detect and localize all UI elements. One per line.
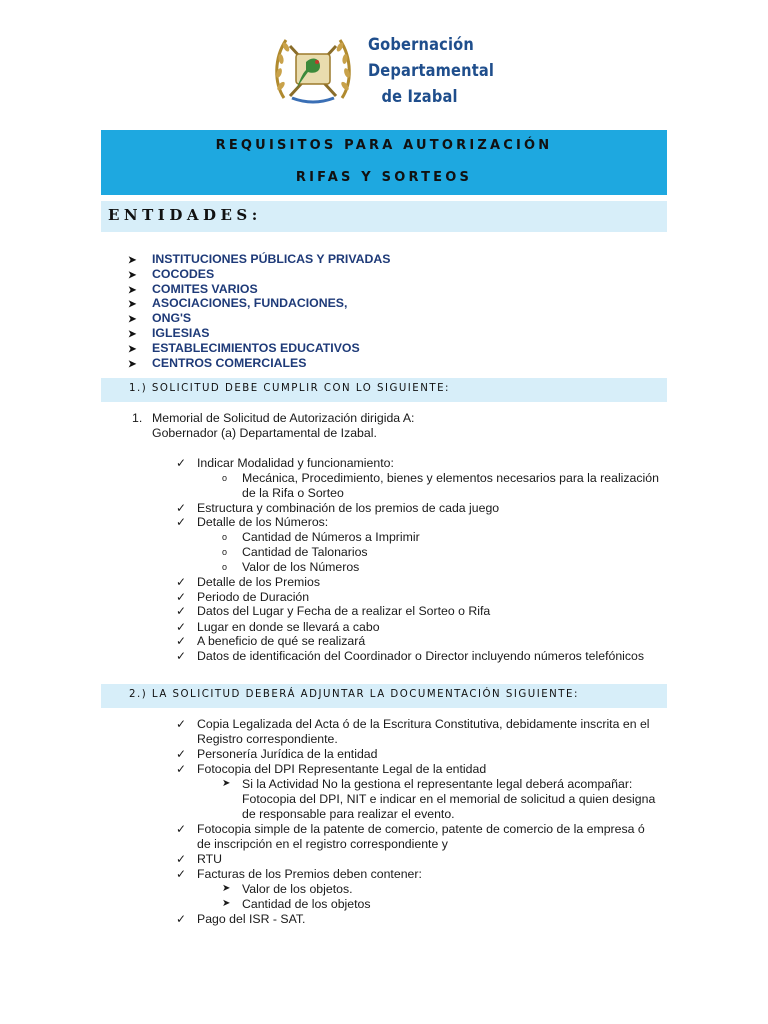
entity-label: CENTROS COMERCIALES (152, 355, 307, 370)
list-item (128, 252, 390, 267)
check-item: Copia Legalizada del Acta ó de la Escritura Constitutiva, debidamente inscrita en el (197, 717, 650, 731)
memorial-line-2: Gobernador (a) Departamental de Izabal. (152, 426, 377, 440)
sub-item-cont: de responsable para realizar el evento. (242, 807, 455, 821)
check-item: Pago del ISR - SAT. (197, 912, 306, 926)
sub-item: Valor de los Números (242, 560, 360, 574)
checkmark-icon: ✓ (176, 867, 187, 881)
checkmark-icon: ✓ (176, 456, 187, 470)
arrow-bullet-icon: ➤ (128, 314, 137, 326)
sub-item: Mecánica, Procedimiento, bienes y elementos necesarios para la realización (242, 471, 659, 485)
entity-label: IGLESIAS (152, 325, 210, 340)
check-item: Personería Jurídica de la entidad (197, 747, 378, 761)
checkmark-icon: ✓ (176, 912, 187, 926)
section-2-heading: 2.) LA SOLICITUD DEBERÁ ADJUNTAR LA DOCUMENTACIÓN SIGUIENTE: (129, 689, 579, 700)
logo-title (368, 32, 495, 110)
arrow-bullet-icon: ➤ (128, 255, 137, 266)
sub-item: Valor de los objetos. (242, 882, 353, 896)
memorial-line-1: Memorial de Solicitud de Autorización dirigida A: (152, 411, 415, 425)
entidades-heading: ENTIDADES: (108, 206, 262, 224)
header-logo (270, 28, 500, 113)
sub-item: Cantidad de Números a Imprimir (242, 530, 420, 544)
section-1-heading-bar (101, 378, 667, 402)
check-item: Fotocopia del DPI Representante Legal de la entidad (197, 762, 487, 776)
check-item: Estructura y combinación de los premios de cada juego (197, 501, 500, 515)
arrow-bullet-icon: ➤ (222, 883, 231, 894)
sub-item-cont: Fotocopia del DPI, NIT e indicar en el memorial de solicitud a quien designa (242, 792, 656, 806)
title-banner (101, 130, 667, 195)
entity-label: INSTITUCIONES PÚBLICAS Y PRIVADAS (152, 252, 391, 266)
item-number: 1. (132, 411, 143, 425)
sub-item: Si la Actividad No la gestiona el representante legal deberá acompañar: (242, 777, 633, 791)
section-1-heading: 1.) SOLICITUD DEBE CUMPLIR CON LO SIGUIENTE: (129, 383, 450, 394)
logo-line-2: Departamental (368, 61, 495, 81)
checkmark-icon: ✓ (176, 620, 187, 634)
coat-of-arms-icon (272, 28, 354, 110)
check-item: Indicar Modalidad y funcionamiento: (197, 456, 394, 470)
check-item: Periodo de Duración (197, 590, 310, 604)
checkmark-icon: ✓ (176, 604, 187, 618)
arrow-bullet-icon: ➤ (128, 299, 137, 311)
check-item: Detalle de los Números: (197, 515, 329, 529)
check-item: A beneficio de qué se realizará (197, 634, 366, 648)
check-item-cont: de inscripción en el registro correspondiente y (197, 837, 448, 851)
logo-line-1: Gobernación (368, 35, 474, 55)
sub-item: Cantidad de los objetos (242, 897, 371, 911)
entidades-list (128, 252, 390, 370)
list-item (128, 341, 390, 356)
list-item (128, 282, 390, 297)
section-2-heading-bar (101, 684, 667, 708)
arrow-bullet-icon: ➤ (222, 898, 231, 909)
check-item: Datos de identificación del Coordinador o Director incluyendo números telefónicos (197, 649, 645, 663)
list-item (128, 356, 390, 371)
arrow-bullet-icon: ➤ (128, 328, 137, 340)
checkmark-icon: ✓ (176, 590, 187, 604)
list-item (128, 296, 390, 311)
check-item: Datos del Lugar y Fecha de a realizar el Sorteo o Rifa (197, 604, 491, 618)
checkmark-icon: ✓ (176, 852, 187, 866)
sub-item-cont: de la Rifa o Sorteo (242, 486, 344, 500)
checkmark-icon: ✓ (176, 515, 187, 529)
entity-label: ASOCIACIONES, FUNDACIONES, (152, 296, 348, 311)
check-item: RTU (197, 852, 223, 866)
banner-subtitle: RIFAS Y SORTEOS (295, 170, 473, 185)
entity-label: ESTABLECIMIENTOS EDUCATIVOS (152, 340, 360, 355)
checkmark-icon: ✓ (176, 747, 187, 761)
entity-label: ONG'S (152, 311, 192, 326)
circle-bullet-icon: o (222, 473, 228, 483)
entity-label: COCODES (152, 266, 215, 281)
arrow-bullet-icon: ➤ (128, 358, 137, 370)
arrow-bullet-icon: ➤ (128, 269, 137, 281)
check-item: Facturas de los Premios deben contener: (197, 867, 422, 881)
check-item: Lugar en donde se llevará a cabo (197, 620, 380, 634)
sub-item: Cantidad de Talonarios (242, 545, 368, 559)
checkmark-icon: ✓ (176, 575, 187, 589)
entity-label: COMITES VARIOS (152, 281, 258, 296)
checkmark-icon: ✓ (176, 501, 187, 515)
banner-title: REQUISITOS PARA AUTORIZACIÓN (215, 138, 553, 153)
arrow-bullet-icon: ➤ (128, 284, 137, 296)
list-item (128, 267, 390, 282)
circle-bullet-icon: o (222, 547, 228, 557)
list-item (128, 311, 390, 326)
check-item: Fotocopia simple de la patente de comercio, patente de comercio de la empresa ó (197, 822, 645, 836)
arrow-bullet-icon: ➤ (128, 343, 137, 355)
logo-line-3: de Izabal (381, 87, 458, 107)
arrow-bullet-icon: ➤ (222, 778, 231, 789)
check-item: Detalle de los Premios (197, 575, 321, 589)
checkmark-icon: ✓ (176, 717, 187, 731)
checkmark-icon: ✓ (176, 634, 187, 648)
check-item-cont: Registro correspondiente. (197, 732, 338, 746)
circle-bullet-icon: o (222, 562, 228, 572)
checkmark-icon: ✓ (176, 649, 187, 663)
entidades-heading-bar (101, 201, 667, 232)
circle-bullet-icon: o (222, 532, 228, 542)
checkmark-icon: ✓ (176, 762, 187, 776)
list-item (128, 326, 390, 341)
checkmark-icon: ✓ (176, 822, 187, 836)
